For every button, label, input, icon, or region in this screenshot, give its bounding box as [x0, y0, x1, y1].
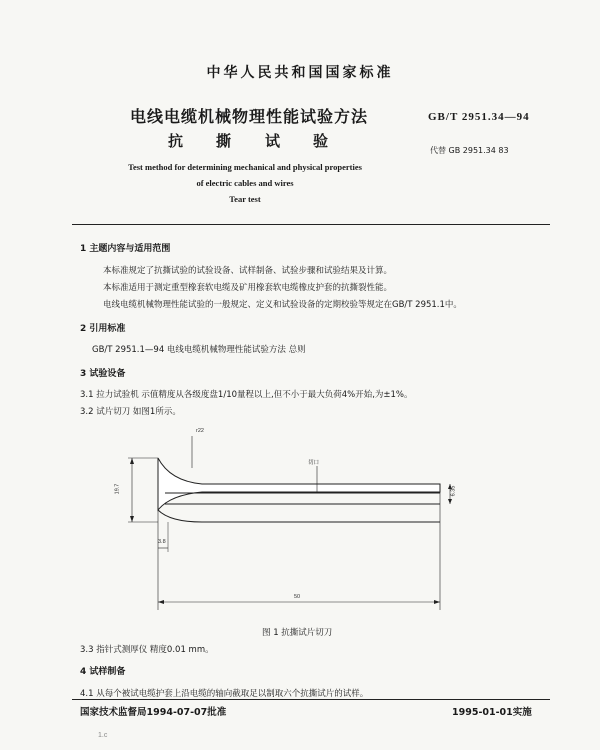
section-1-paragraph-3: 电线电缆机械物理性能试验的一般规定、定义和试验设备的定期校验等规定在GB/T 2951.1中。 [103, 300, 462, 310]
width-label: 6.35 [450, 485, 457, 497]
cutter-drawing [120, 422, 460, 614]
clause-4-1: 4.1 从每个被试电缆护套上沿电缆的轴向截取足以制取六个抗撕试片的试样。 [80, 689, 369, 699]
page-mark: 1.c [98, 732, 108, 739]
replaces-standard: 代替 GB 2951.34 83 [430, 146, 509, 155]
figure-1-cutter-diagram [114, 422, 460, 614]
sub-title-char-3: 试 [265, 132, 281, 150]
offset-label: 3.8 [158, 539, 166, 545]
height-label: 19.7 [114, 483, 121, 495]
sub-title-char-2: 撕 [216, 132, 232, 150]
cutter-lower-edge [158, 510, 440, 522]
section-2-heading: 2 引用标准 [80, 324, 126, 334]
footer-divider [72, 699, 550, 700]
standard-category-title: 中华人民共和国国家标准 [206, 65, 394, 81]
clause-3-3: 3.3 指针式测厚仪 精度0.01 mm。 [80, 645, 214, 655]
slit-label: 切口 [308, 460, 320, 466]
implementation-date: 1995-01-01实施 [452, 707, 532, 718]
figure-1-caption: 图 1 抗撕试片切刀 [262, 628, 333, 638]
english-title-line-2: of electric cables and wires [196, 178, 294, 188]
document-main-title: 电线电缆机械物理性能试验方法 [130, 107, 369, 126]
clause-3-2: 3.2 试片切刀 如图1所示。 [80, 407, 181, 417]
cutter-outline [158, 458, 440, 510]
sub-title-char-1: 抗 [168, 132, 184, 150]
section-3-heading: 3 试验设备 [80, 369, 126, 379]
header-divider [72, 224, 550, 225]
section-1-heading: 1 主题内容与适用范围 [80, 244, 171, 254]
english-title-line-3: Tear test [229, 194, 261, 204]
standard-number: GB/T 2951.34—94 [428, 111, 530, 123]
section-2-reference: GB/T 2951.1—94 电线电缆机械物理性能试验方法 总则 [92, 345, 306, 355]
english-title-line-1: Test method for determining mechanical and physical properties [128, 162, 362, 172]
section-1-paragraph-2: 本标准适用于测定重型橡套软电缆及矿用橡套软电缆橡皮护套的抗撕裂性能。 [103, 283, 393, 293]
clause-3-1: 3.1 拉力试验机 示值精度从各级度盘1/10量程以上,但不小于最大负荷4%开始,为±1%。 [80, 390, 413, 400]
approval-date: 国家技术监督局1994-07-07批准 [80, 707, 227, 718]
sub-title-char-4: 验 [313, 132, 329, 150]
section-1-paragraph-1: 本标准规定了抗撕试验的试验设备、试样制备、试验步骤和试验结果及计算。 [103, 266, 393, 276]
length-label: 50 [294, 594, 301, 600]
section-4-heading: 4 试样制备 [80, 667, 126, 677]
radius-label: r22 [196, 428, 204, 434]
